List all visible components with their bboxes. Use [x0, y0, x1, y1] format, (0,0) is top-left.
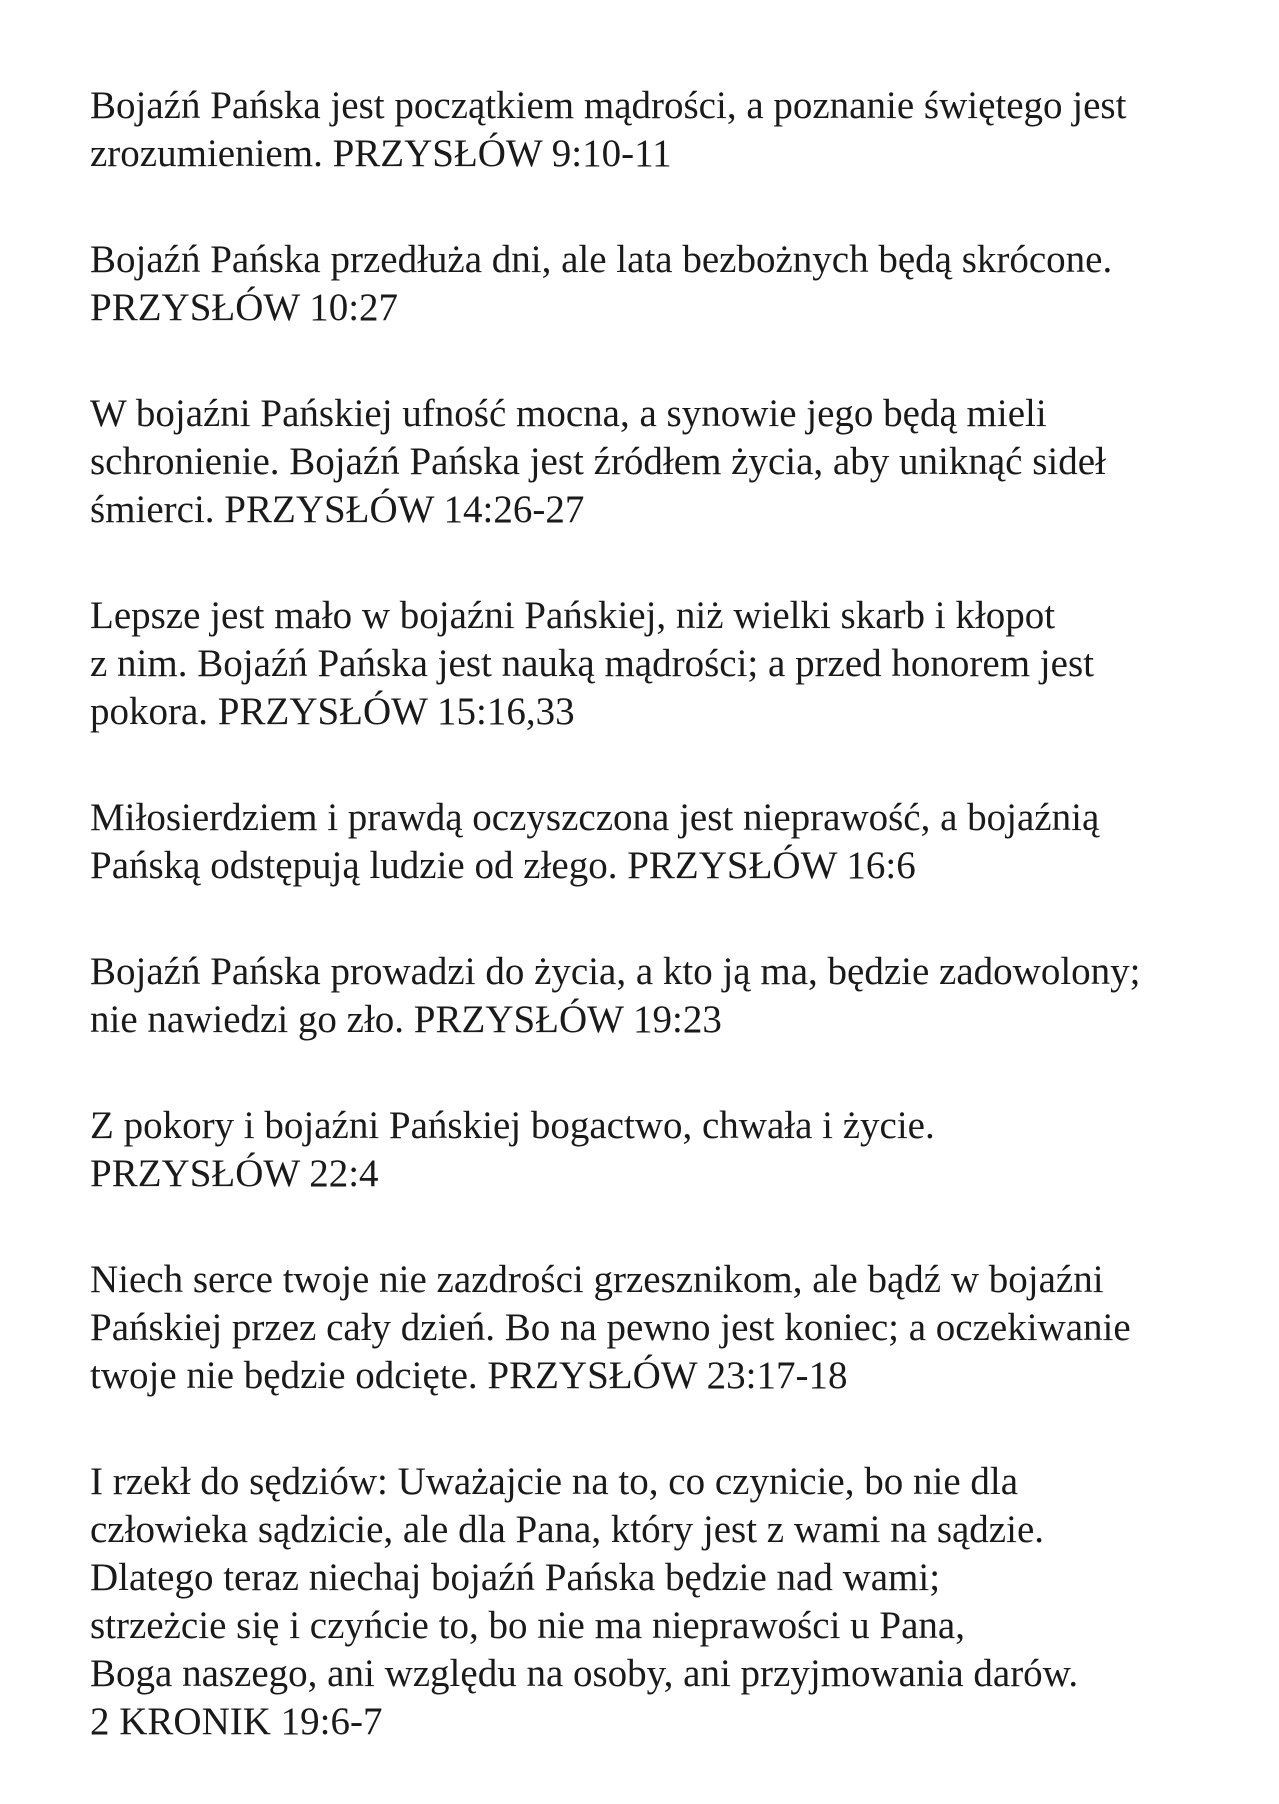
verse-line: Boga naszego, ani względu na osoby, ani przyjmowania darów. — [90, 1652, 1079, 1695]
verse-block-2 — [90, 236, 1210, 332]
verse-line: Bojaźń Pańska przedłuża dni, ale lata bezbożnych będą skrócone. — [90, 238, 1113, 281]
verse-line: zrozumieniem. PRZYSŁÓW 9:10-11 — [90, 132, 672, 175]
verse-block-6 — [90, 948, 1210, 1044]
verse-line: nie nawiedzi go zło. PRZYSŁÓW 19:23 — [90, 998, 722, 1041]
verse-block-4 — [90, 592, 1210, 736]
verse-line: Pańskiej przez cały dzień. Bo na pewno jest koniec; a oczekiwanie — [90, 1306, 1131, 1349]
verse-line: pokora. PRZYSŁÓW 15:16,33 — [90, 690, 575, 733]
verse-line: Lepsze jest mało w bojaźni Pańskiej, niż wielki skarb i kłopot — [90, 594, 1056, 637]
verse-line: Bojaźń Pańska jest początkiem mądrości, a poznanie świętego jest — [90, 84, 1127, 127]
verse-line: 2 KRONIK 19:6-7 — [90, 1700, 383, 1743]
verse-block-7 — [90, 1102, 1210, 1198]
verse-block-8 — [90, 1256, 1210, 1400]
verse-line: W bojaźni Pańskiej ufność mocna, a synowie jego będą mieli — [90, 392, 1047, 435]
verse-block-9 — [90, 1458, 1210, 1746]
verse-line: Z pokory i bojaźni Pańskiej bogactwo, chwała i życie. — [90, 1104, 935, 1147]
document-page — [90, 82, 1210, 1804]
verse-line: człowieka sądzicie, ale dla Pana, który jest z wami na sądzie. — [90, 1508, 1045, 1551]
verse-line: Niech serce twoje nie zazdrości grzesznikom, ale bądź w bojaźni — [90, 1258, 1104, 1301]
verse-line: PRZYSŁÓW 10:27 — [90, 286, 399, 329]
verse-line: schronienie. Bojaźń Pańska jest źródłem życia, aby uniknąć sideł — [90, 440, 1106, 483]
verse-line: Pańską odstępują ludzie od złego. PRZYSŁÓW 16:6 — [90, 844, 916, 887]
verse-line: PRZYSŁÓW 22:4 — [90, 1152, 379, 1195]
verse-block-5 — [90, 794, 1210, 890]
verse-line: twoje nie będzie odcięte. PRZYSŁÓW 23:17-18 — [90, 1354, 848, 1397]
verse-line: strzeżcie się i czyńcie to, bo nie ma nieprawości u Pana, — [90, 1604, 965, 1647]
verse-line: Miłosierdziem i prawdą oczyszczona jest nieprawość, a bojaźnią — [90, 796, 1100, 839]
verse-line: Dlatego teraz niechaj bojaźń Pańska będzie nad wami; — [90, 1556, 941, 1599]
verse-line: I rzekł do sędziów: Uważajcie na to, co czynicie, bo nie dla — [90, 1460, 1019, 1503]
verse-line: Bojaźń Pańska prowadzi do życia, a kto ją ma, będzie zadowolony; — [90, 950, 1141, 993]
verse-block-1 — [90, 82, 1210, 178]
verse-line: z nim. Bojaźń Pańska jest nauką mądrości; a przed honorem jest — [90, 642, 1094, 685]
verse-line: śmierci. PRZYSŁÓW 14:26-27 — [90, 488, 585, 531]
verse-block-3 — [90, 390, 1210, 534]
